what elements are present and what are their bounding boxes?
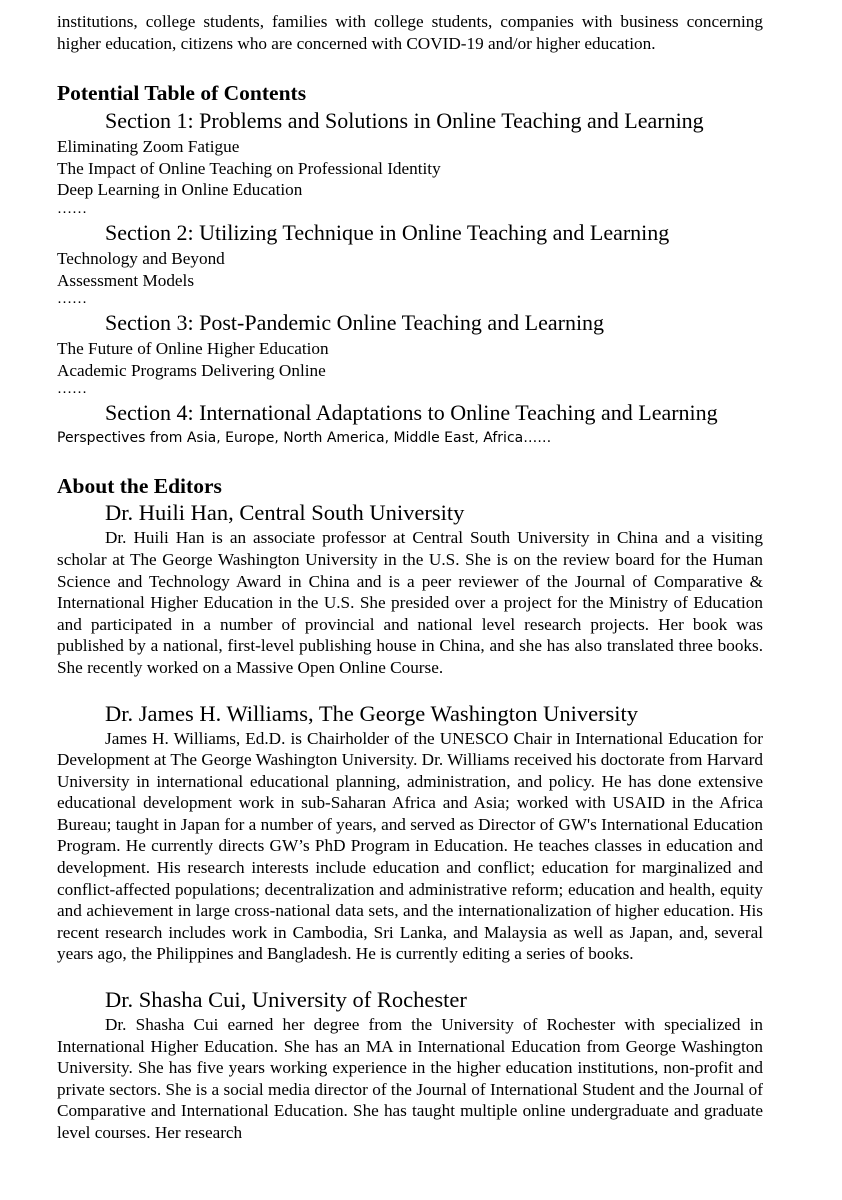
toc-section-4 (57, 398, 763, 448)
toc-ellipsis: …… (57, 381, 87, 398)
toc-item: Academic Programs Delivering Online (57, 360, 326, 380)
editor-bio: Dr. Huili Han is an associate professor at Central South University in China and a visiting scholar at The George Washington University in the U.S. She is on the review board for the Human Science and Technology Award in China and is a peer reviewer of the Journal of Comparative & International Higher Education in the U.S. She presided over a project for the Ministry of Education and participated in a number of provincial and national level research projects. Her book was published by a national, first-level publishing house in China, and she has also translated three books. She recently worked on a Massive Open Online Course. (57, 528, 763, 677)
toc-item: The Impact of Online Teaching on Professional Identity (57, 158, 441, 178)
editor-name: Dr. Huili Han, Central South University (105, 500, 465, 526)
toc-section-3 (57, 308, 763, 398)
toc-ellipsis: …… (57, 200, 87, 217)
toc-section-1 (57, 106, 763, 218)
editor-entry (57, 499, 763, 678)
document-page (57, 0, 763, 1144)
spacer (57, 965, 763, 986)
editor-name: Dr. James H. Williams, The George Washington University (105, 700, 639, 726)
toc-section-title: Section 3: Post-Pandemic Online Teaching and Learning (105, 310, 605, 336)
toc-item: Deep Learning in Online Education (57, 180, 303, 200)
toc-item: Perspectives from Asia, Europe, North America, Middle East, Africa…… (57, 430, 552, 447)
toc-item: Assessment Models (57, 270, 195, 290)
intro-paragraph: institutions, college students, families with college students, companies with business concerning higher education, citizens who are concerned with COVID-19 and/or higher education. (57, 12, 763, 53)
toc-item: Technology and Beyond (57, 248, 225, 268)
editor-entry (57, 986, 763, 1144)
editor-bio: Dr. Shasha Cui earned her degree from the University of Rochester with specialized in International Higher Education. She has an MA in International Education from George Washington University. She has five years working experience in the higher education institutions, non-profit and private sectors. She is a social media director of the Journal of International Student and the Journal of Comparative and International Education. She has taught multiple online undergraduate and graduate level courses. Her research (57, 1015, 763, 1142)
toc-heading: Potential Table of Contents (57, 81, 307, 106)
toc-section-title: Section 2: Utilizing Technique in Online Teaching and Learning (105, 219, 670, 245)
editors-heading: About the Editors (57, 474, 222, 499)
editor-bio: James H. Williams, Ed.D. is Chairholder of the UNESCO Chair in International Education for Development at The George Washington University. Dr. Williams received his doctorate from Harvard University in international educational planning, administration, and policy. He has done extensive educational development work in sub-Saharan Africa and Asia; worked with USAID in the Africa Bureau; taught in Japan for a number of years, and served as Director of GW's International Education Program. He currently directs GW’s PhD Program in Education. He teaches classes in education and development. His research interests include education and conflict; education for marginalized and conflict-affected populations; decentralization and administrative reform; education and health, equity and achievement in large cross-national data sets, and the internationalization of higher education. His recent research includes work in Cambodia, Sri Lanka, and Malaysia as well as Japan, and, several years ago, the Philippines and Bangladesh. He is currently editing a series of books. (57, 728, 763, 964)
spacer (57, 679, 763, 700)
editor-name: Dr. Shasha Cui, University of Rochester (105, 987, 467, 1013)
toc-section-title: Section 1: Problems and Solutions in Online Teaching and Learning (105, 108, 704, 134)
toc-section-2 (57, 218, 763, 308)
toc-item: The Future of Online Higher Education (57, 339, 329, 359)
editor-entry (57, 700, 763, 966)
toc-ellipsis: …… (57, 291, 87, 308)
toc-item: Eliminating Zoom Fatigue (57, 137, 240, 157)
toc-section-title: Section 4: International Adaptations to Online Teaching and Learning (105, 400, 718, 426)
